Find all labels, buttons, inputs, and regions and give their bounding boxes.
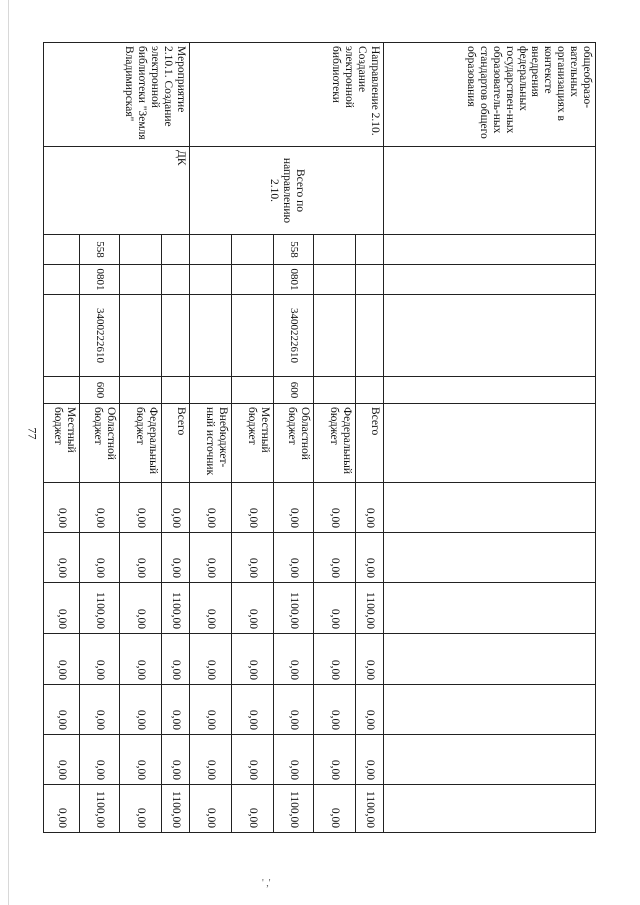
value-cell: 0,00 [190,735,232,785]
value-cell: 0,00 [232,685,274,735]
vr-cell [162,377,190,404]
value-cell: 0,00 [162,735,190,785]
page-number: 77 [25,427,40,440]
value-cell: 0,00 [120,533,162,583]
rz-cell [356,265,384,295]
value-cell: 1100,00 [356,785,384,833]
value-cell: 0,00 [44,634,80,685]
grbs-cell: 558 [80,235,120,265]
csr-cell [190,295,232,377]
vr-cell [314,377,356,404]
value-cell: 0,00 [120,785,162,833]
value-cell: 1100,00 [80,583,120,634]
rz-cell [162,265,190,295]
grbs-cell [356,235,384,265]
table-row-top [384,43,596,833]
value-cell: 0,00 [314,785,356,833]
value-cell: 0,00 [356,483,384,533]
scan-mark: ' ,' [262,878,271,889]
source-cell: Федеральный бюджет [120,404,162,483]
empty-cell [384,634,596,685]
source-cell: Внебюджет-ный источник [190,404,232,483]
csr-cell [120,295,162,377]
grbs-cell: 558 [274,235,314,265]
empty-cell [384,235,596,265]
vr-cell [232,377,274,404]
value-cell: 0,00 [232,583,274,634]
value-cell: 0,00 [162,533,190,583]
value-cell: 0,00 [120,634,162,685]
empty-cell [384,785,596,833]
empty-cell [384,735,596,785]
empty-cell [384,685,596,735]
value-cell: 0,00 [232,735,274,785]
vr-cell: 600 [80,377,120,404]
value-cell: 0,00 [190,583,232,634]
vr-cell [44,377,80,404]
value-cell: 0,00 [44,483,80,533]
rz-cell [44,265,80,295]
value-cell: 0,00 [232,634,274,685]
value-cell: 0,00 [314,634,356,685]
value-cell: 0,00 [80,685,120,735]
value-cell: 0,00 [314,483,356,533]
value-cell: 0,00 [232,483,274,533]
value-cell: 0,00 [44,583,80,634]
value-cell: 0,00 [356,533,384,583]
value-cell: 0,00 [44,785,80,833]
rz-cell [232,265,274,295]
page-edge [8,0,9,905]
grbs-cell [120,235,162,265]
value-cell: 0,00 [190,483,232,533]
value-cell: 0,00 [232,533,274,583]
grbs-cell [314,235,356,265]
value-cell: 0,00 [314,685,356,735]
rz-cell [120,265,162,295]
csr-cell [232,295,274,377]
empty-cell [384,404,596,483]
csr-cell: 3400222610 [80,295,120,377]
value-cell: 0,00 [274,483,314,533]
value-cell: 0,00 [314,583,356,634]
value-cell: 0,00 [232,785,274,833]
value-cell: 1100,00 [274,583,314,634]
value-cell: 0,00 [274,634,314,685]
value-cell: 0,00 [190,533,232,583]
value-cell: 0,00 [356,634,384,685]
csr-cell [356,295,384,377]
direction-name-cell: Направление 2.10. Создание электронной библиотеки [190,43,384,147]
value-cell: 0,00 [80,735,120,785]
value-cell: 0,00 [44,685,80,735]
value-cell: 0,00 [80,533,120,583]
value-cell: 0,00 [356,735,384,785]
source-cell: Областной бюджет [274,404,314,483]
value-cell: 1100,00 [162,583,190,634]
source-cell: Всего [162,404,190,483]
value-cell: 0,00 [274,533,314,583]
value-cell: 0,00 [80,483,120,533]
source-cell: Местный бюджет [44,404,80,483]
value-cell: 0,00 [314,735,356,785]
value-cell: 0,00 [120,583,162,634]
value-cell: 0,00 [190,685,232,735]
value-cell: 0,00 [44,735,80,785]
value-cell: 0,00 [120,685,162,735]
value-cell: 0,00 [356,685,384,735]
budget-table-rotated [44,42,596,832]
value-cell: 1100,00 [162,785,190,833]
source-cell: Областной бюджет [80,404,120,483]
rz-cell: 0801 [274,265,314,295]
value-cell: 0,00 [314,533,356,583]
grbs-cell [44,235,80,265]
event-name-cell: Мероприятие 2.10.1. Создание электронной библиотеки "Земля Владимирская" [44,43,190,147]
table-row-direction-total [356,43,384,833]
value-cell: 0,00 [162,634,190,685]
grbs-cell [190,235,232,265]
empty-cell [384,377,596,404]
budget-table [43,42,596,833]
table-row-event-total [162,43,190,833]
vr-cell [356,377,384,404]
empty-cell [384,295,596,377]
grbs-cell [162,235,190,265]
vr-cell [190,377,232,404]
csr-cell: 3400222610 [274,295,314,377]
vr-cell [120,377,162,404]
value-cell: 1100,00 [80,785,120,833]
rz-cell [190,265,232,295]
top-name-cell: общеобразо-вательных организациях в контексте внедрения федеральных государствен-ных образователь-ных стандартов общего образования [384,43,596,147]
empty-cell [384,583,596,634]
value-cell: 0,00 [80,634,120,685]
empty-cell [384,265,596,295]
value-cell: 1100,00 [356,583,384,634]
rz-cell: 0801 [80,265,120,295]
csr-cell [162,295,190,377]
source-cell: Федеральный бюджет [314,404,356,483]
grbs-cell [232,235,274,265]
value-cell: 0,00 [190,634,232,685]
value-cell: 0,00 [274,735,314,785]
value-cell: 0,00 [274,685,314,735]
direction-total-label: Всего по направлению 2.10. [190,147,384,235]
value-cell: 0,00 [120,483,162,533]
csr-cell [314,295,356,377]
value-cell: 0,00 [162,483,190,533]
source-cell: Местный бюджет [232,404,274,483]
event-executor-cell: ДК [44,147,190,235]
value-cell: 0,00 [44,533,80,583]
rz-cell [314,265,356,295]
value-cell: 1100,00 [274,785,314,833]
empty-cell [384,147,596,235]
value-cell: 0,00 [190,785,232,833]
vr-cell: 600 [274,377,314,404]
empty-cell [384,533,596,583]
source-cell: Всего [356,404,384,483]
value-cell: 0,00 [162,685,190,735]
csr-cell [44,295,80,377]
empty-cell [384,483,596,533]
value-cell: 0,00 [120,735,162,785]
